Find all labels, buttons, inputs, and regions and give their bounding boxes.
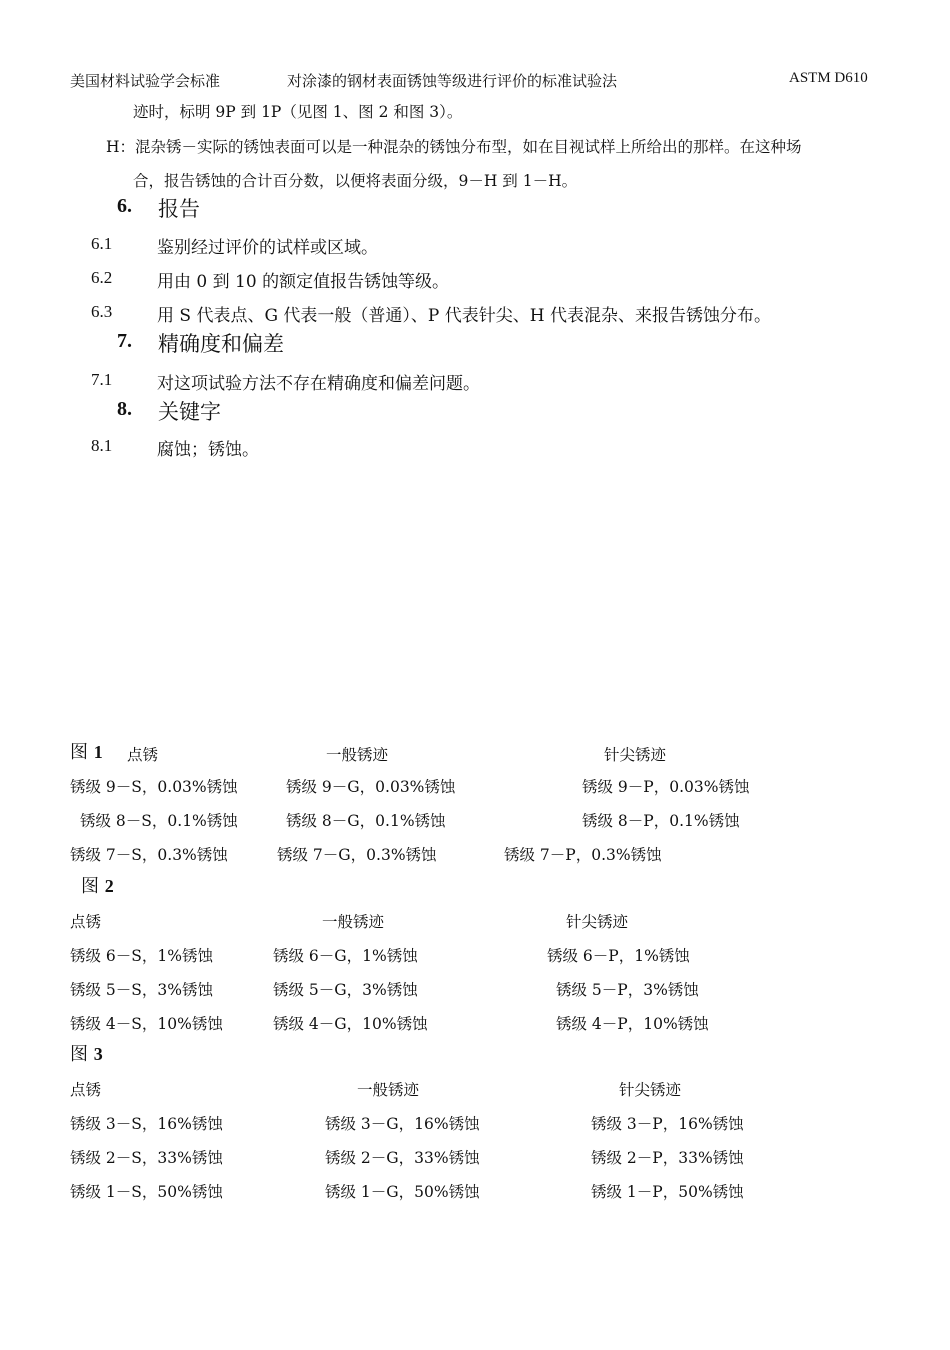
- column-header-pinpoint: 针尖锈迹: [604, 746, 667, 764]
- rust-grade-cell: 锈级 2－S，33%锈蚀: [70, 1149, 223, 1167]
- clause-number: 6.2: [91, 268, 113, 287]
- section-title-keywords: 关键字: [158, 400, 221, 424]
- column-header-general: 一般锈迹: [322, 913, 385, 931]
- rust-grade-cell: 锈级 5－G，3%锈蚀: [273, 981, 418, 999]
- clause-text: 用 S 代表点、G 代表一般（普通）、P 代表针尖、H 代表混杂、来报告锈蚀分布。: [157, 306, 772, 326]
- rust-grade-cell: 锈级 3－G，16%锈蚀: [325, 1115, 480, 1133]
- rust-grade-cell: 锈级 9－S，0.03%锈蚀: [70, 778, 238, 796]
- rust-grade-cell: 锈级 3－S，16%锈蚀: [70, 1115, 223, 1133]
- rust-grade-cell: 锈级 2－P，33%锈蚀: [591, 1149, 744, 1167]
- intro-line: 迹时，标明 9P 到 1P（见图 1、图 2 和图 3）。: [133, 103, 463, 121]
- rust-grade-cell: 锈级 5－S，3%锈蚀: [70, 981, 213, 999]
- clause-text: 用由 0 到 10 的额定值报告锈蚀等级。: [157, 272, 450, 292]
- section-title-report: 报告: [158, 197, 200, 221]
- column-header-spot: 点锈: [70, 913, 102, 931]
- figure-label: 图 2: [81, 876, 114, 897]
- rust-grade-cell: 锈级 6－P，1%锈蚀: [547, 947, 690, 965]
- rust-grade-cell: 锈级 4－G，10%锈蚀: [273, 1015, 428, 1033]
- rust-grade-cell: 锈级 6－G，1%锈蚀: [273, 947, 418, 965]
- rust-grade-cell: 锈级 9－P，0.03%锈蚀: [582, 778, 750, 796]
- rust-grade-cell: 锈级 2－G，33%锈蚀: [325, 1149, 480, 1167]
- clause-number: 8.1: [91, 436, 113, 455]
- rust-grade-cell: 锈级 7－P，0.3%锈蚀: [504, 846, 662, 864]
- rust-grade-cell: 锈级 3－P，16%锈蚀: [591, 1115, 744, 1133]
- figure-label: 图 3: [70, 1044, 103, 1065]
- section-title-precision: 精确度和偏差: [158, 332, 284, 356]
- clause-text: 鉴别经过评价的试样或区域。: [157, 238, 378, 258]
- rust-grade-cell: 锈级 8－S，0.1%锈蚀: [80, 812, 238, 830]
- rust-grade-cell: 锈级 9－G，0.03%锈蚀: [286, 778, 456, 796]
- rust-grade-cell: 锈级 5－P，3%锈蚀: [556, 981, 699, 999]
- rust-grade-cell: 锈级 4－P，10%锈蚀: [556, 1015, 709, 1033]
- column-header-pinpoint: 针尖锈迹: [619, 1081, 682, 1099]
- section-number: 7.: [117, 330, 132, 352]
- column-header-general: 一般锈迹: [357, 1081, 420, 1099]
- rust-grade-cell: 锈级 8－P，0.1%锈蚀: [582, 812, 740, 830]
- clause-text: 腐蚀；锈蚀。: [157, 440, 259, 460]
- header-standard-org: 美国材料试验学会标准: [70, 72, 221, 90]
- column-header-spot: 点锈: [70, 1081, 102, 1099]
- rust-grade-cell: 锈级 8－G，0.1%锈蚀: [286, 812, 446, 830]
- rust-grade-cell: 锈级 1－P，50%锈蚀: [591, 1183, 744, 1201]
- clause-number: 6.3: [91, 302, 113, 321]
- figure-label: 图 1: [70, 742, 103, 763]
- rust-grade-cell: 锈级 1－G，50%锈蚀: [325, 1183, 480, 1201]
- header-document-title: 对涂漆的钢材表面锈蚀等级进行评价的标准试验法: [287, 72, 618, 90]
- hybrid-rust-paragraph: H：混杂锈－实际的锈蚀表面可以是一种混杂的锈蚀分布型，如在目视试样上所给出的那样。在这种场: [106, 138, 802, 156]
- hybrid-rust-paragraph-cont: 合，报告锈蚀的合计百分数，以便将表面分级，9－H 到 1－H。: [133, 172, 578, 190]
- header-standard-code: ASTM D610: [789, 70, 868, 86]
- rust-grade-cell: 锈级 7－G，0.3%锈蚀: [277, 846, 437, 864]
- clause-number: 7.1: [91, 370, 113, 389]
- column-header-general: 一般锈迹: [326, 746, 389, 764]
- rust-grade-cell: 锈级 6－S，1%锈蚀: [70, 947, 213, 965]
- section-number: 6.: [117, 195, 132, 217]
- section-number: 8.: [117, 398, 132, 420]
- column-header-spot: 点锈: [127, 746, 159, 764]
- clause-text: 对这项试验方法不存在精确度和偏差问题。: [157, 374, 480, 394]
- clause-number: 6.1: [91, 234, 113, 253]
- column-header-pinpoint: 针尖锈迹: [566, 913, 629, 931]
- rust-grade-cell: 锈级 1－S，50%锈蚀: [70, 1183, 223, 1201]
- rust-grade-cell: 锈级 4－S，10%锈蚀: [70, 1015, 223, 1033]
- rust-grade-cell: 锈级 7－S，0.3%锈蚀: [70, 846, 228, 864]
